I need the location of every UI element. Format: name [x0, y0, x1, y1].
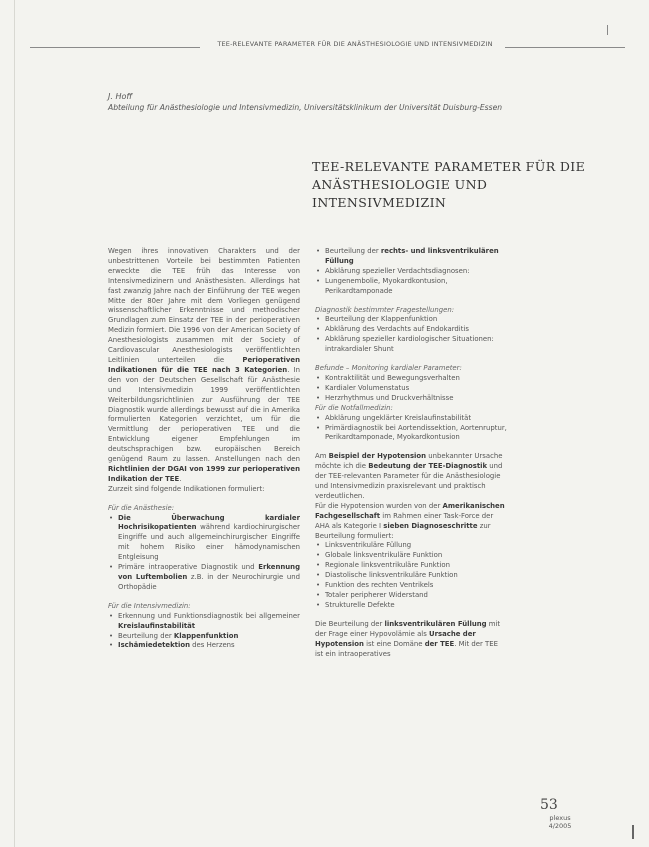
- bold-run: Ischämiedetektion: [118, 641, 190, 650]
- text-run: Am: [315, 452, 329, 461]
- hypotension-paragraph: [315, 452, 507, 502]
- title-line-2: ANÄSTHESIOLOGIE UND INTENSIVMEDIZIN: [312, 177, 488, 210]
- list-item: • Abklärung spezieller kardiologischer Situationen: intrakardialer Shunt: [315, 335, 507, 355]
- list-item: • Linksventrikuläre Füllung: [315, 541, 507, 551]
- bold-run: sieben Diagnoseschritte: [383, 521, 478, 530]
- text-run: Beurteilung der: [118, 631, 174, 640]
- bold-run: der TEE: [424, 639, 455, 648]
- affiliation: Abteilung für Anästhesiologie und Intensivmedizin, Universitätsklinikum der Universität Duisburg-Essen: [108, 103, 503, 112]
- monitoring-list: [315, 374, 507, 404]
- list-item: • Abklärung ungeklärter Kreislaufinstabilität: [315, 414, 507, 424]
- bold-run: Beispiel der Hypotension: [328, 452, 427, 461]
- text-run: im Rahmen einer Task-Force der AHA als Kategorie I: [315, 511, 494, 530]
- intro-paragraph: [108, 247, 300, 485]
- list-item: • Globale linksventrikuläre Funktion: [315, 551, 507, 561]
- bold-run: Richtlinien der DGAI von 1999 zur perioperativen Indikation der TEE: [108, 464, 300, 483]
- list-item: • Kontraktilität und Bewegungsverhalten: [315, 374, 507, 384]
- running-head: TEE-RELEVANTE PARAMETER FÜR DIE ANÄSTHESIOLOGIE UND INTENSIVMEDIZIN: [217, 40, 493, 48]
- text-run: Erkennung und Funktionsdiagnostik bei allgemeiner: [118, 611, 300, 620]
- text-run: ist eine Domäne: [363, 639, 425, 648]
- bold-run: Kreislaufinstabilität: [118, 621, 196, 630]
- list-item: • Strukturelle Defekte: [315, 601, 507, 611]
- text-run: Beurteilung der: [325, 247, 381, 255]
- text-run: Primäre intraoperative Diagnostik und: [118, 563, 259, 572]
- bold-run: Erkennung von Luftembolien: [118, 563, 300, 581]
- right-column: [315, 247, 507, 659]
- left-column: [108, 247, 300, 651]
- bold-run: Klappenfunktion: [173, 631, 239, 640]
- list-item: [108, 632, 300, 642]
- list-item: • Regionale linksventrikuläre Funktion: [315, 561, 507, 571]
- list-item: [108, 563, 300, 593]
- text-run: .: [179, 474, 182, 483]
- bold-run: Die Überwachung kardialer Hochrisikopatienten: [118, 513, 300, 532]
- task-force-paragraph: [315, 502, 507, 542]
- header-rule-left: [30, 47, 200, 48]
- list-item: [108, 612, 300, 632]
- header-rule-right: [505, 47, 625, 48]
- text-run: mit der Frage einer Hypovolämie als: [315, 619, 501, 638]
- text-run: und der TEE-relevanten Parameter für die Anästhesiologie und Intensivmedizin praxisrelevant und praktisch verdeutlichen.: [315, 462, 503, 500]
- bold-run: Bedeutung der TEE-Diagnostik: [368, 462, 488, 471]
- list-item: [315, 277, 507, 297]
- section-heading: Für die Anästhesie:: [108, 503, 175, 512]
- bold-run: Perioperativen Indikationen für die TEE nach 3 Kategorien: [108, 355, 300, 374]
- diagnostics-list: [315, 315, 507, 355]
- text-run: Die Beurteilung der: [315, 619, 385, 628]
- page-number: 53: [540, 797, 558, 813]
- text-run: Für die Hypotension wurden von der: [315, 501, 443, 510]
- journal-title: plexus: [549, 814, 571, 822]
- list-item: • Primärdiagnostik bei Aortendissektion, Aortenruptur, Perikardtamponade, Myokardkontusion: [315, 424, 507, 444]
- text-run: während kardiochirurgischer Eingriffe und auch allgemeinchirurgischer Eingriffe mit hohem Risiko einer hämodynamischen Entgleisung: [118, 523, 300, 562]
- filling-paragraph: [315, 620, 507, 660]
- list-item: [315, 247, 507, 267]
- list-item: [108, 514, 300, 564]
- crop-mark: [632, 825, 634, 839]
- text-run: des Herzens: [189, 641, 235, 650]
- journal-issue: 4/2005: [548, 822, 572, 830]
- list-item: • Beurteilung der Klappenfunktion: [315, 315, 507, 325]
- text-run: Wegen ihres innovativen Charakters und der unbestrittenen Vorteile bei bestimmten Patienten erweckte die TEE früh das Interesse von Intensivmedizinern und Anästhesisten. Allerdings hat fast zwanzig Jahre nach der Einführung der TEE wegen Mitte der 80er Jahre mit dem Vorliegen genügend wissenschaftlicher Erkenntnisse und methodischer Grundlagen zum Einsatz der TEE in der perioperativen Medizin formiert. Die 1996 von der American Society of Anesthesiologists zusammen mit der Society of Cardiovascular Anesthesiologists veröffentlichten Leitlinien unterteilen die: [108, 247, 300, 364]
- anesthesia-list: [108, 514, 300, 593]
- text-run: Abklärung spezieller Verdachtsdiagnosen:: [325, 266, 470, 275]
- list-item: • Kardialer Volumenstatus: [315, 384, 507, 394]
- indications-intro: Zurzeit sind folgende Indikationen formuliert:: [108, 484, 265, 493]
- title-line-1: TEE-RELEVANTE PARAMETER FÜR DIE: [312, 159, 586, 174]
- list-item: • Totaler peripherer Widerstand: [315, 591, 507, 601]
- list-item: • Herzrhythmus und Druckverhältnisse: [315, 394, 507, 404]
- article-title: [312, 158, 612, 212]
- diagnosis-steps-list: [315, 541, 507, 610]
- bold-run: Amerikanischen Fachgesellschaft: [315, 501, 505, 520]
- text-run: . In den von der Deutschen Gesellschaft für Anästhesie und Intensivmedizin 1999 veröffentlichten Weiterbildungsrichtlinien zur Ausführung der TEE Diagnostik wurde allerdings bewusst auf die in Amerika formulierten Kategorien verzichtet, um für die Vermittlung der perioperativen TEE und die Entwicklung eigener Empfehlungen im deutschsprachigen bzw. europäischen Bereich genügend Raum zu lassen. Anstellungen nach den: [108, 365, 301, 464]
- section-heading: Für die Intensivmedizin:: [108, 601, 191, 610]
- section-heading: Diagnostik bestimmter Fragestellungen:: [315, 305, 455, 314]
- text-run: z.B. in der Neurochirurgie und Orthopädie: [118, 573, 300, 591]
- continued-list: [315, 247, 507, 297]
- section-heading: Für die Notfallmedizin:: [315, 403, 393, 412]
- list-item: • Abklärung des Verdachts auf Endokarditis: [315, 325, 507, 335]
- list-item: • Diastolische linksventrikuläre Funktion: [315, 571, 507, 581]
- intensive-care-list: [108, 612, 300, 652]
- list-item: [108, 641, 300, 651]
- list-item: [315, 267, 507, 277]
- bold-run: linksventrikulären Füllung: [384, 619, 487, 628]
- text-run: unbekannter Ursache möchte ich die: [315, 452, 503, 471]
- section-heading: Befunde – Monitoring kardialer Parameter:: [315, 364, 462, 373]
- text-run: . Mit der TEE ist ein intraoperatives: [315, 639, 498, 658]
- page-edge: [14, 0, 15, 847]
- text-run: zur Beurteilung formuliert:: [315, 521, 491, 540]
- journal-name: [545, 814, 575, 830]
- text-run: Lungenembolie, Myokardkontusion, Perikardtamponade: [325, 276, 448, 295]
- author: J. Hoff: [108, 92, 133, 101]
- emergency-list: [315, 414, 507, 444]
- bold-run: rechts- und linksventrikulären Füllung: [325, 247, 499, 265]
- bold-run: Ursache der Hypotension: [315, 629, 476, 648]
- crop-mark: [607, 25, 608, 35]
- list-item: • Funktion des rechten Ventrikels: [315, 581, 507, 591]
